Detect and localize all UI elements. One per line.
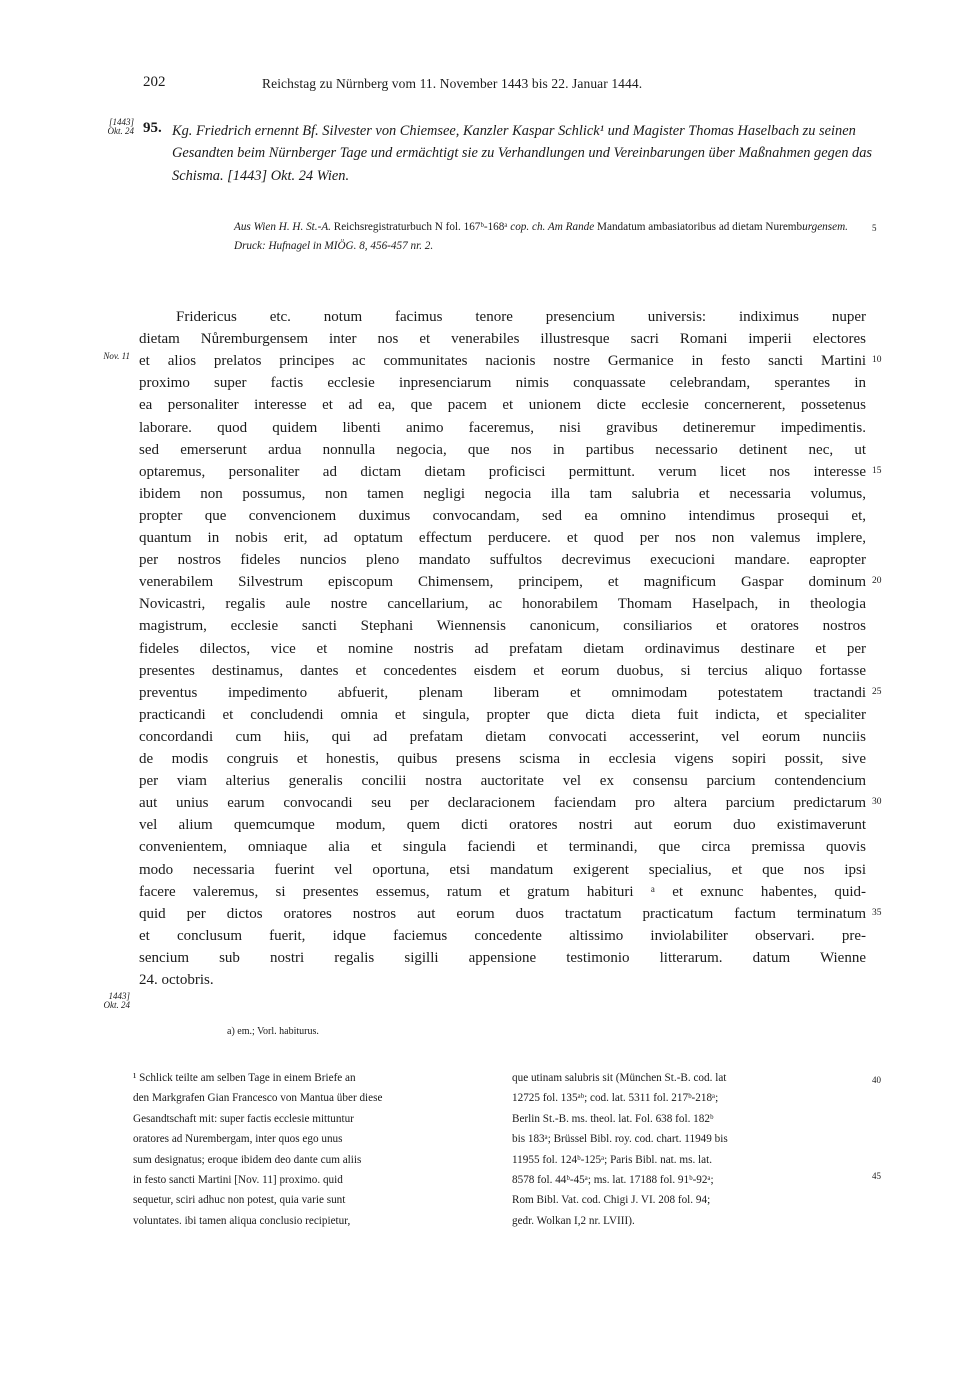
text-line: de modis congruis et honestis, quibus presens scisma in ecclesia vigens sopiri possit, sive <box>139 751 866 767</box>
footnote-line: ¹ Schlick teilte am selben Tage in einem Briefe an <box>133 1072 356 1084</box>
text-line: et alios prelatos principes ac communitates nacionis nostre Germanice in festo sancti Martini <box>139 353 866 370</box>
footnote-line: oratores ad Nurembergam, inter quos ego unus <box>133 1133 343 1146</box>
line-number: 35 <box>872 907 882 918</box>
text-line: fideles dilectos, vice et nomine nostris ad prefatam dietam ordinavimus destinare et per <box>139 640 866 657</box>
footnote-line: bis 183ᵃ; Brüssel Bibl. roy. cod. chart. 11949 bis <box>512 1133 728 1146</box>
source-margin-note-end: urgensem. <box>802 221 848 233</box>
footnote-right-column <box>512 1068 864 1231</box>
footnote-line: 8578 fol. 44ᵇ-45ᵃ; ms. lat. 17188 fol. 91ᵇ-92ᵃ; <box>512 1174 714 1187</box>
footnote-line: que utinam salubris sit (München St.-B. cod. lat <box>512 1072 727 1084</box>
source-margin-note: Mandatum ambasiatoribus ad dietam Nuremb <box>594 221 803 233</box>
text-line: quid per dictos oratores nostros aut eorum duos tractatum practicatum factum terminatum <box>139 905 866 922</box>
text-line: optaremus, personaliter ad dictam dietam proficisci permittunt. verum licet nos interesse <box>139 463 866 480</box>
document-title: Kg. Friedrich ernennt Bf. Silvester von Chiemsee, Kanzler Kaspar Schlick¹ und Magister Thomas Haselbach zu seinen Gesandten beim Nürnberger Tage und ermächtigt sie zu Verhandlungen und Vereinbarungen über Maßnahmen gegen das Schisma. [1443] Okt. 24 Wien. <box>172 123 872 184</box>
apparatus-note: a) em.; Vorl. habiturus. <box>227 1026 319 1037</box>
text-line: Novicastri, regalis aule nostre cancellarium, ac honorabilem Thomam Haselpach, in theologia <box>139 596 866 613</box>
text-line: practicandi et concludendi omnia et singula, propter que dicta dieta fuit indicta, et specialiter <box>139 706 866 723</box>
text-line: venerabilem Silvestrum episcopum Chimensem, principem, et magnificum Gaspar dominum <box>139 574 866 591</box>
source-print: Druck: Hufnagel in MIÖG. 8, 456-457 nr. 2. <box>234 239 434 252</box>
running-head: Reichstag zu Nürnberg vom 11. November 1443 bis 22. Januar 1444. <box>262 76 643 91</box>
line-number: 15 <box>872 465 882 476</box>
line-number: 45 <box>872 1171 881 1181</box>
footnote-left-column <box>133 1068 493 1231</box>
line-number: 40 <box>872 1075 881 1085</box>
footnote-line: sum designatus; eroque ibidem deo dante cum aliis <box>133 1153 362 1166</box>
margin-date-nov: Nov. 11 <box>103 351 130 361</box>
document-number: 95. <box>143 120 162 136</box>
text-line: dietam Nůremburgensem inter nos et venerabiles illustresque sacri Romani imperii electores <box>139 331 866 348</box>
text-line: ea personaliter interesse et ad ea, que pacem et unionem dicte ecclesie concernerent, possetenus <box>139 397 866 414</box>
footnote-line: 12725 fol. 135ᵃᵇ; cod. lat. 5311 fol. 217ᵇ-218ᵃ; <box>512 1092 719 1105</box>
text-line: Fridericus etc. notum facimus tenore presencium universis: indiximus nuper <box>176 309 866 325</box>
line-number: 30 <box>872 797 882 808</box>
text-line: presentes destinamus, dantes et concedentes eisdem et eorum duobus, si tercius aliquo fortasse <box>139 662 866 679</box>
margin-date-heading: [1443] Okt. 24 <box>107 117 134 136</box>
source-register: Reichsregistraturbuch N fol. 167ᵇ-168ᵃ <box>330 221 511 233</box>
footnote-line: Rom Bibl. Vat. cod. Chigi J. VI. 208 fol. 94; <box>512 1194 711 1207</box>
text-line: concordandi cum hiis, qui ad prefatam dietam convocati accesserint, vel eorum nunciis <box>139 728 866 745</box>
text-line: aut unius earum convocandi seu per declaracionem faciendam pro altera parcium predictarum <box>139 795 866 812</box>
text-line: quantum in nobis erit, ad optatum effectum perducere. et quod per nos non valemus implere, <box>139 530 866 546</box>
text-line: propter que convencionem duximus convocandam, sed ea omnino intendimus prosequi et, <box>139 507 866 524</box>
text-line: facere valeremus, si presentes essemus, ratum et gratum habituri ᵃ et exnunc habentes, quid- <box>139 883 866 900</box>
line-number: 10 <box>872 355 882 366</box>
footnote-line: sequetur, sciri adhuc non potest, quia varie sunt <box>133 1194 346 1207</box>
text-line: per viam alterius generalis concilii nostra auctoritate vel ex consensu parcium contendencium <box>139 773 866 790</box>
source-description <box>234 218 849 255</box>
line-number: 25 <box>872 686 882 697</box>
footnote-line: 11955 fol. 124ᵇ-125ᵃ; Paris Bibl. nat. ms. lat. <box>512 1153 713 1166</box>
text-line: 24. octobris. <box>139 972 214 988</box>
text-line: modo necessaria fuerint vel oportuna, etsi mandatum exigerent specialius, et que nos ipsi <box>139 861 866 878</box>
text-line: preventus impedimento abfuerit, plenam liberam et omnimodam potestatem tractandi <box>139 684 866 701</box>
source-archive: Aus Wien H. H. St.-A. <box>234 221 331 233</box>
page-number: 202 <box>143 74 166 90</box>
source-copy: cop. ch. Am Rande <box>510 221 595 233</box>
footnote-line: voluntates. ibi tamen aliqua conclusio recipietur, <box>133 1214 351 1227</box>
margin-date-end: 1443] Okt. 24 <box>103 991 130 1010</box>
text-line: ibidem non possumus, non tamen negligi negocia illa tam salubria et necessaria volumus, <box>139 485 866 502</box>
footnote-line: in festo sancti Martini [Nov. 11] proximo. quid <box>133 1174 343 1187</box>
footnote-line: den Markgrafen Gian Francesco von Mantua über diese <box>133 1092 383 1105</box>
text-line: convenientem, omniaque alia et singula faciendi et terminandi, que circa premissa quovis <box>139 839 866 856</box>
text-line: laborare. quod quidem libenti animo faceremus, nisi gravibus detineremur impedimentis. <box>139 419 866 436</box>
text-line: sencium sub nostri regalis sigilli appensione testimonio litterarum. datum Wienne <box>139 949 866 966</box>
footnote-line: gedr. Wolkan I,2 nr. LVIII). <box>512 1214 635 1227</box>
text-line: et conclusum fuerit, idque faciemus concedente altissimo inviolabiliter observari. pre- <box>139 927 866 944</box>
text-line: per nostros fideles nuncios pleno mandato suffultos decrevimus execucioni mandare. eapropter <box>139 552 866 569</box>
text-line: proximo super factis ecclesie inpresenciarum nimis conquassate celebrandam, sperantes in <box>139 375 866 392</box>
line-number: 20 <box>872 576 882 587</box>
text-line: vel alium quemcumque modum, quem dicti oratores nostri aut eorum duo existimaverunt <box>139 817 866 834</box>
line-number: 5 <box>872 223 877 233</box>
footnote-line: Gesandtschaft mit: super factis ecclesie mittuntur <box>133 1112 354 1125</box>
footnote-line: Berlin St.-B. ms. theol. lat. Fol. 638 fol. 182ᵇ <box>512 1112 714 1125</box>
text-line: sed emerserunt ardua nonnulla negocia, que nos in partibus necessario detinent nec, ut <box>139 441 866 458</box>
text-line: magistrum, ecclesie sancti Stephani Wiennensis canonicum, consiliarios et oratores nostros <box>139 618 866 635</box>
